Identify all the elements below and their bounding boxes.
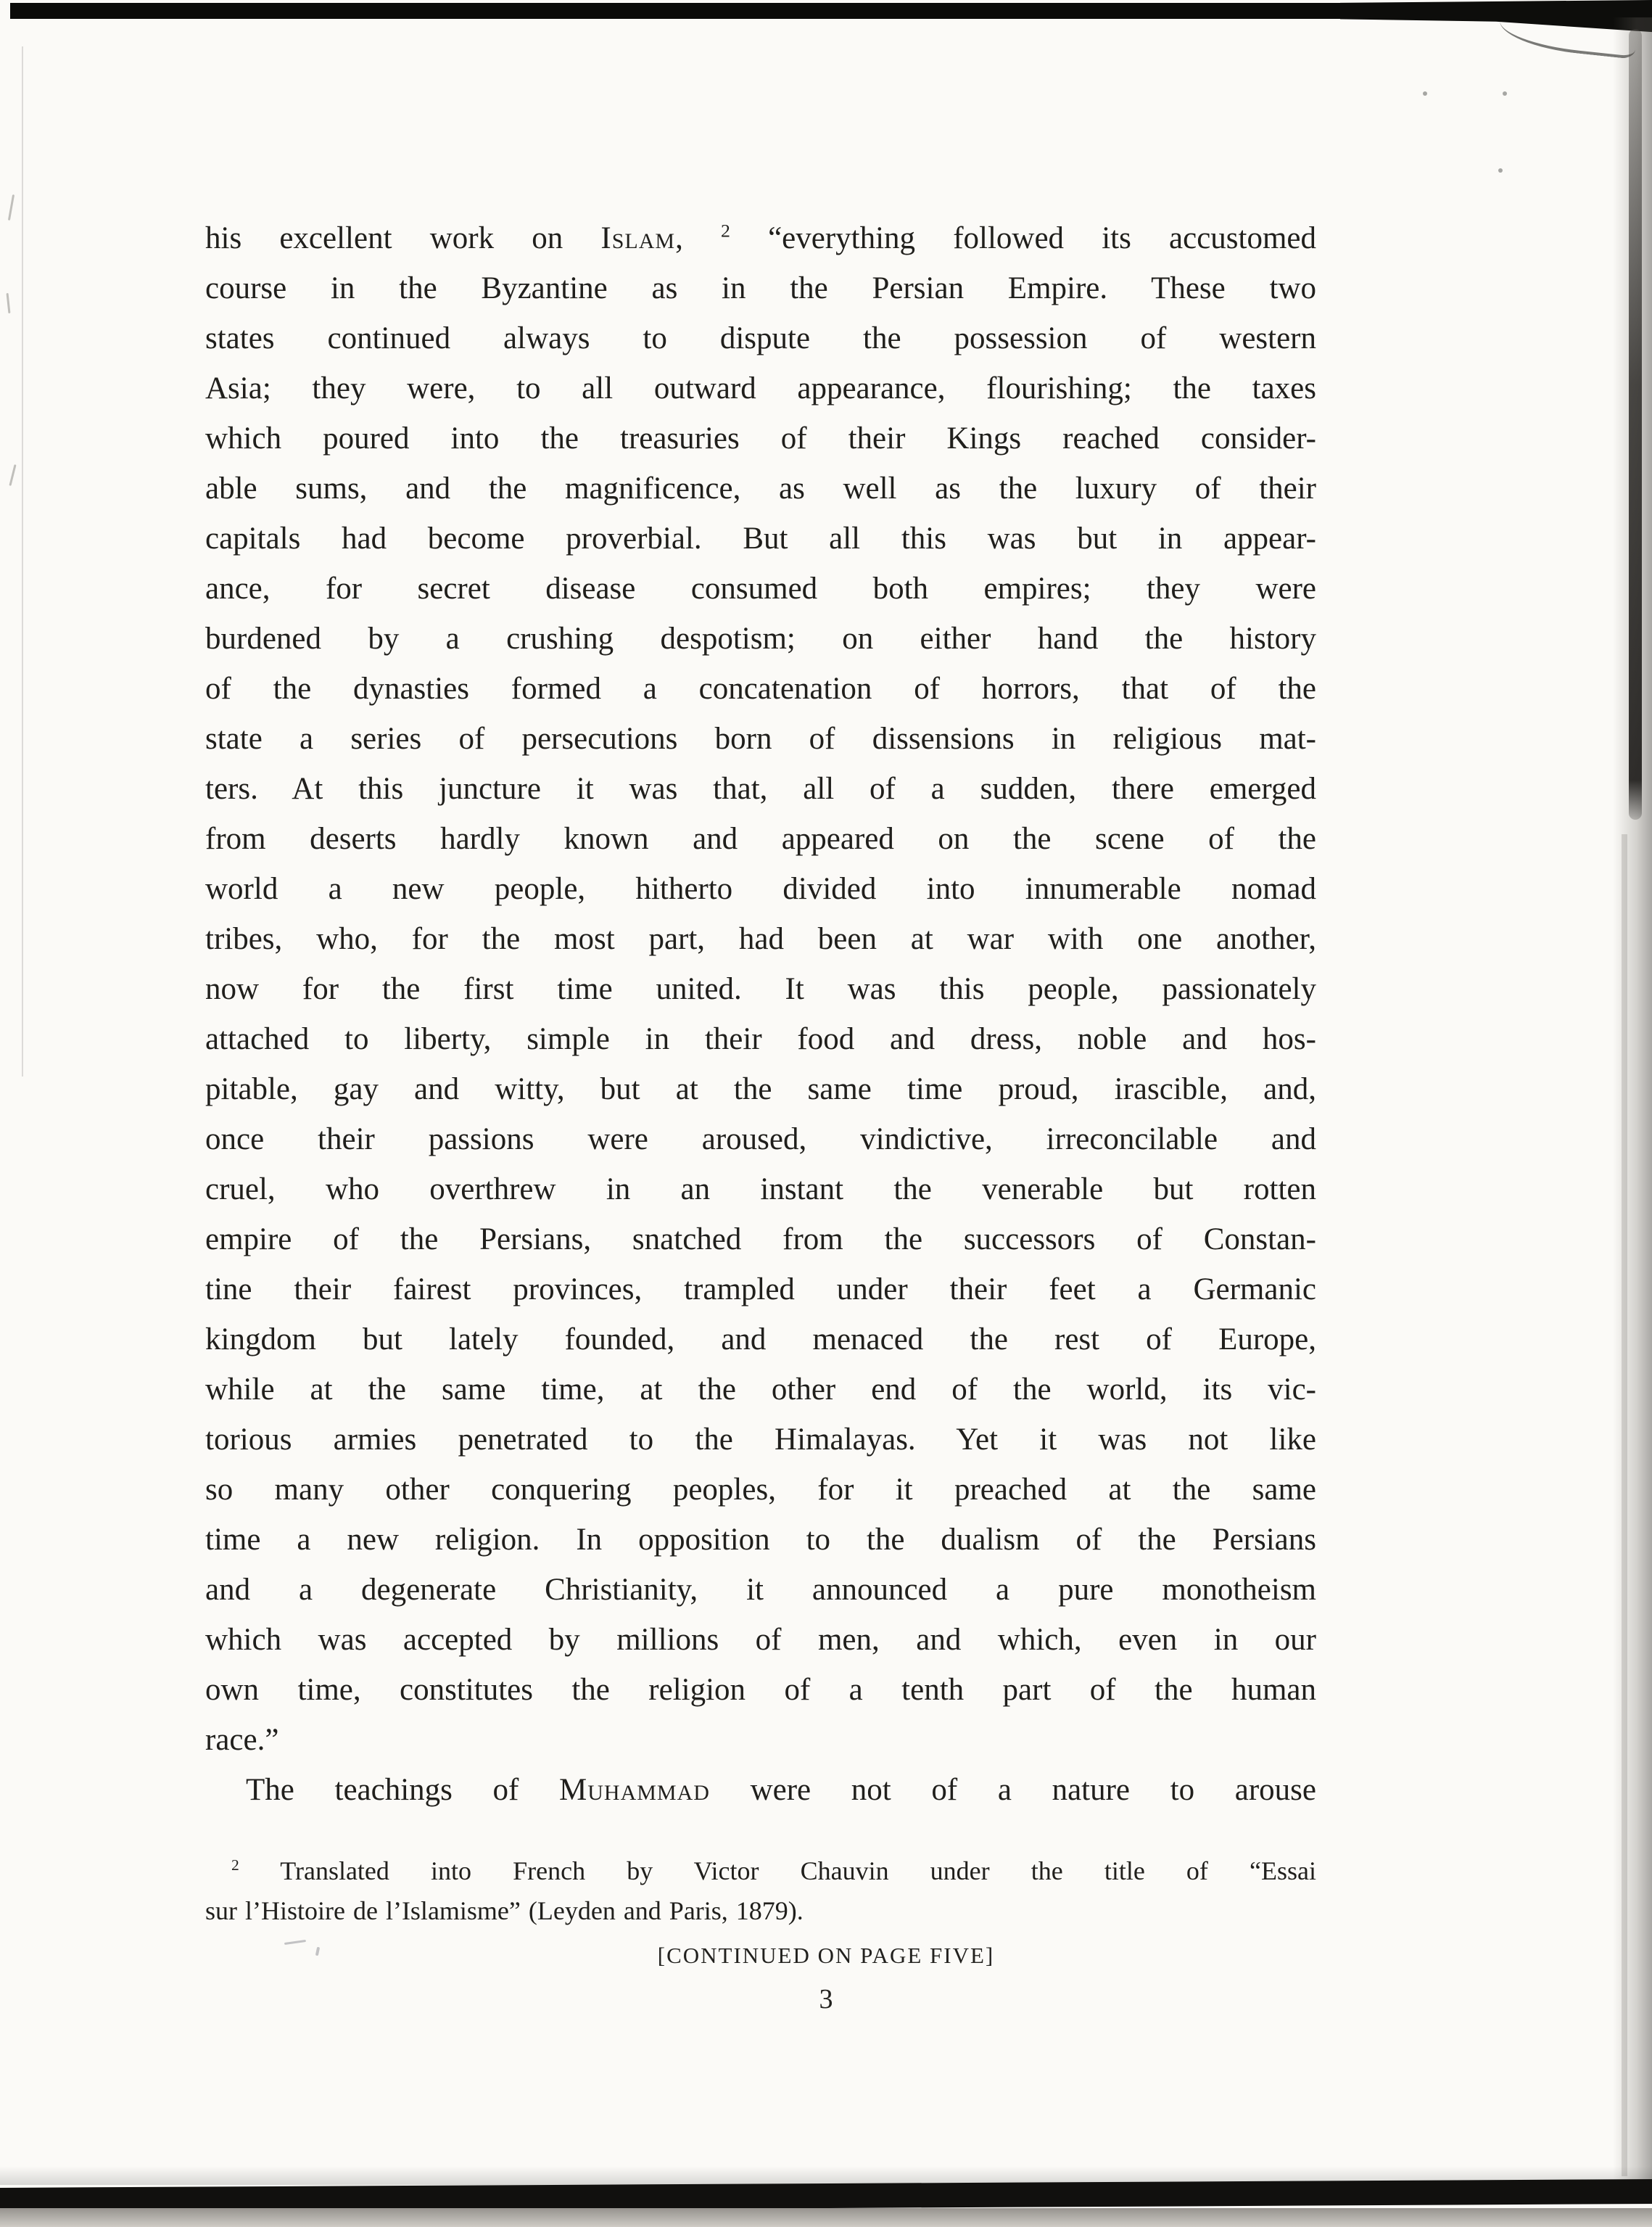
body-line: once their passions were aroused, vindictive, irreconcilable and <box>205 1122 1316 1156</box>
smallcaps-text: Muhammad <box>559 1773 710 1807</box>
body-line: tribes, who, for the most part, had been at war with one another, <box>205 922 1316 956</box>
body-line: time a new religion. In opposition to the dualism of the Persians <box>205 1523 1316 1557</box>
footnote-line: sur l’Histoire de l’Islamisme” (Leyden and Paris, 1879). <box>205 1896 804 1925</box>
body-line: ance, for secret disease consumed both empires; they were <box>205 572 1316 606</box>
body-line: cruel, who overthrew in an instant the venerable but rotten <box>205 1172 1316 1206</box>
body-line: world a new people, hitherto divided into innumerable nomad <box>205 872 1316 906</box>
body-line: pitable, gay and witty, but at the same time proud, irascible, and, <box>205 1072 1316 1106</box>
scan-artifact <box>8 194 15 221</box>
body-line: attached to liberty, simple in their food and dress, noble and hos- <box>205 1022 1316 1056</box>
body-line: now for the first time united. It was this people, passionately <box>205 972 1316 1006</box>
text-segment: “everything followed its accustomed <box>730 221 1316 255</box>
body-line: from deserts hardly known and appeared on the scene of the <box>205 822 1316 856</box>
body-line: torious armies penetrated to the Himalayas. Yet it was not like <box>205 1423 1316 1457</box>
body-line: so many other conquering peoples, for it preached at the same <box>205 1473 1316 1507</box>
scan-artifact <box>7 293 11 313</box>
body-paragraph <box>205 213 1316 1765</box>
body-line: burdened by a crushing despotism; on either hand the history <box>205 622 1316 656</box>
body-line: race.” <box>205 1723 279 1757</box>
bottom-scan-strip <box>0 2208 1652 2227</box>
text-segment: Translated into French by Victor Chauvin under the title of “Essai <box>239 1856 1316 1885</box>
scan-dot <box>1503 91 1507 96</box>
left-scan-line <box>22 46 23 1077</box>
body-line: which was accepted by millions of men, and which, even in our <box>205 1623 1316 1657</box>
body-line: own time, constitutes the religion of a tenth part of the human <box>205 1673 1316 1707</box>
body-line: ters. At this juncture it was that, all of a sudden, there emerged <box>205 772 1316 806</box>
page-number: 3 <box>819 1984 833 2014</box>
scan-dot <box>1423 91 1427 96</box>
body-line <box>205 1765 1316 1815</box>
body-line <box>205 213 1316 263</box>
page-text <box>205 213 1316 1931</box>
body-line: states continued always to dispute the possession of western <box>205 321 1316 355</box>
body-line: of the dynasties formed a concatenation of horrors, that of the <box>205 672 1316 706</box>
sup-text: 2 <box>721 220 730 242</box>
body-line: empire of the Persians, snatched from the successors of Constan- <box>205 1222 1316 1256</box>
body-line: capitals had become proverbial. But all this was but in appear- <box>205 522 1316 556</box>
body-line: which poured into the treasuries of their Kings reached consider- <box>205 421 1316 456</box>
new-paragraph <box>205 1765 1316 1815</box>
text-segment: his excellent work on <box>205 221 601 255</box>
body-line: course in the Byzantine as in the Persian Empire. These two <box>205 271 1316 305</box>
body-line: kingdom but lately founded, and menaced the rest of Europe, <box>205 1322 1316 1357</box>
text-segment: were not of a nature to arouse <box>709 1773 1316 1807</box>
scan-dot <box>1498 168 1503 173</box>
body-line: state a series of persecutions born of dissensions in religious mat- <box>205 722 1316 756</box>
continued-notice: [CONTINUED ON PAGE FIVE] <box>657 1943 995 1968</box>
top-right-page-corner <box>1340 0 1652 35</box>
text-segment: The teachings of <box>246 1773 560 1807</box>
right-spine-shadow <box>1629 29 1642 820</box>
body-line: while at the same time, at the other end of the world, its vic- <box>205 1372 1316 1407</box>
body-line: and a degenerate Christianity, it announced a pure monotheism <box>205 1573 1316 1607</box>
footnote <box>205 1851 1316 1931</box>
footnote-line <box>205 1851 1316 1891</box>
body-line: able sums, and the magnificence, as well as the luxury of their <box>205 472 1316 506</box>
body-line: tine their fairest provinces, trampled under their feet a Germanic <box>205 1272 1316 1306</box>
sup-text: 2 <box>231 1856 239 1874</box>
text-segment: , <box>675 221 721 255</box>
scan-artifact <box>9 464 16 486</box>
body-line: Asia; they were, to all outward appearance, flourishing; the taxes <box>205 371 1316 406</box>
right-edge-streak <box>1622 834 1627 2176</box>
smallcaps-text: Islam <box>600 221 676 255</box>
